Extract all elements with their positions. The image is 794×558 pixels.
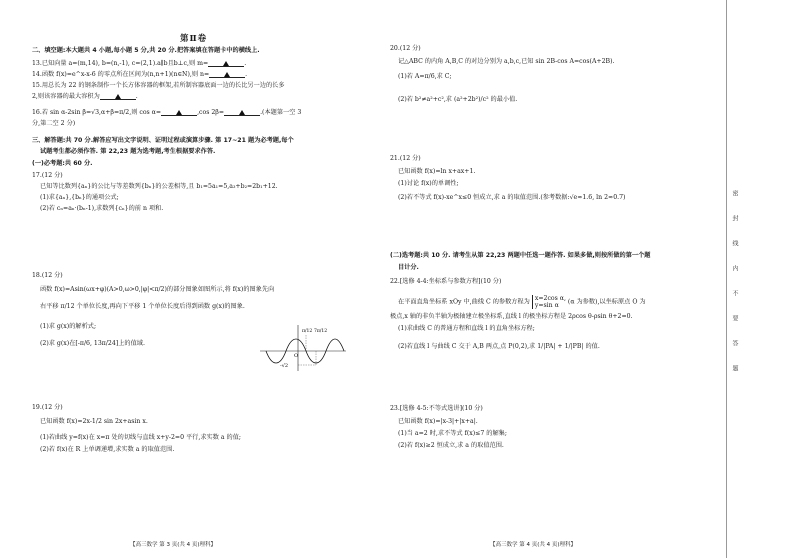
question-19-stem: 已知函数 f(x)=2x-1/2 sin 2x+asin x. — [40, 418, 148, 425]
binding-char: 要 — [731, 315, 738, 321]
left-footer: 【高三数学 第 3 页(共 4 页)理科】 — [130, 542, 217, 548]
question-23-part-1: (1)当 a=2 时,求不等式 f(x)≤7 的解集; — [398, 430, 507, 437]
question-20-head: 20.(12 分) — [390, 45, 421, 52]
section-2-heading: 二、填空题:本大题共 4 小题,每小题 5 分,共 20 分.把答案填在答题卡中的横线上. — [32, 47, 260, 54]
question-17-part-1: (1)求{aₙ},{bₙ}的通项公式; — [40, 194, 119, 201]
question-16-line-2: 分,第二空 2 分) — [32, 120, 76, 127]
question-18-stem-2: 右平移 π/12 个单位长度,再向下平移 1 个单位长度后得到函数 g(x)的图象. — [40, 303, 245, 310]
min-value-label: -√2 — [280, 363, 289, 369]
question-17-head: 17.(12 分) — [32, 172, 63, 179]
question-14: 14.函数 f(x)=e^x-x-6 的零点所在区间为(n,n+1)(n∈N),则 n= . — [32, 71, 248, 78]
section-3-heading-1: 三、解答题:共 70 分.解答应写出文字说明、证明过程或演算步骤. 第 17~21 题为必考题,每个 — [32, 137, 294, 144]
triangle-icon — [115, 94, 121, 99]
binding-char: 题 — [731, 365, 738, 371]
question-23-stem: 已知函数 f(x)=|x-3|+|x+a|. — [398, 418, 478, 425]
question-15-line-2: 2,则该容器的最大容积为 . — [32, 93, 138, 100]
question-20-part-1: (1)若 A=π/6,求 C; — [398, 73, 452, 80]
binding-char: 内 — [731, 265, 738, 271]
question-19-part-1: (1)若曲线 y=f(x)在 x=π 处的切线与直线 x+y-2=0 平行,求实数 a 的值; — [40, 434, 241, 441]
binding-char: 线 — [731, 240, 738, 246]
question-21-head: 21.(12 分) — [390, 155, 421, 162]
optional-heading-1: (二)选考题:共 10 分. 请考生从第 22,23 两题中任选一题作答. 如果多做,则按所做的第一个题 — [390, 252, 651, 259]
question-21-part-1: (1)讨论 f(x)的单调性; — [398, 180, 459, 187]
binding-char: 密 — [731, 190, 738, 196]
binding-line — [726, 0, 727, 558]
triangle-icon — [223, 61, 229, 66]
question-22-stem-1: 在平面直角坐标系 xOy 中,曲线 C 的参数方程为 x=2cos α, y=sin α (α 为参数),以坐标原点 O 为 — [398, 295, 646, 309]
binding-char: 不 — [731, 290, 738, 296]
tick-label: π/12 — [302, 329, 313, 334]
question-22-part-1: (1)求曲线 C 的普通方程和直线 l 的直角坐标方程; — [398, 325, 535, 332]
part-title: 第Ⅱ卷 — [180, 34, 208, 44]
binding-char: 答 — [731, 340, 738, 346]
binding-margin — [722, 0, 794, 558]
question-22-stem-2: 极点,x 轴的非负半轴为极轴建立极坐标系,直线 l 的极坐标方程是 2ρcos θ-ρsin θ+2=0. — [390, 313, 633, 320]
question-17-stem: 已知等比数列{aₙ}的公比与等差数列{bₙ}的公差相等,且 b₁=5a₁=5,a₃+b₂=2b₁+12. — [40, 183, 278, 190]
question-18-part-2: (2)求 g(x)在[-π/6, 13π/24]上的值域. — [40, 340, 145, 347]
question-23-part-2: (2)若 f(x)≥2 恒成立,求 a 的取值范围. — [398, 442, 504, 449]
required-heading: (一)必考题:共 60 分. — [32, 160, 93, 167]
question-20-stem: 记△ABC 的内角 A,B,C 的对边分别为 a,b,c,已知 sin 2B-cos A=cos(A+2B). — [398, 58, 615, 65]
question-18-part-1: (1)求 g(x)的解析式; — [40, 323, 97, 330]
question-19-part-2: (2)若 f(x)在 R 上单调递增,求实数 a 的取值范围. — [40, 446, 175, 453]
question-21-stem: 已知函数 f(x)=ln x+ax+1. — [398, 168, 476, 175]
origin-label: O — [294, 353, 299, 359]
question-23-head: 23.[选修 4-5:不等式选讲](10 分) — [390, 405, 483, 412]
sine-graph-figure — [258, 323, 348, 373]
triangle-icon — [239, 110, 245, 115]
question-20-part-2: (2)若 b²≠a²+c²,求 (a²+2b²)/c² 的最小值. — [398, 96, 518, 103]
question-16-line-1: 16.若 sin α-2sin β=√3,α+β=π/2,则 cos α= ,cos 2β= .(本题第一空 3 — [32, 109, 302, 116]
question-19-head: 19.(12 分) — [32, 404, 63, 411]
tick-label: 7π/12 — [314, 329, 328, 334]
triangle-icon — [176, 110, 182, 115]
right-footer: 【高三数学 第 4 页(共 4 页)理科】 — [490, 542, 577, 548]
question-13: 13.已知向量 a=(m,14), b=(n,-1), c=(2,1).a∥b且b⊥c,则 m= . — [32, 60, 247, 67]
triangle-icon — [224, 72, 230, 77]
question-18-stem-1: 函数 f(x)=Asin(ωx+φ)(A>0,ω>0,|φ|<π/2)的部分图象如图所示,将 f(x)的图象先向 — [40, 286, 275, 293]
section-3-heading-2: 试题考生都必须作答. 第 22,23 题为选考题,考生根据要求作答. — [40, 148, 216, 155]
question-15-line-1: 15.用总长为 22 的钢条制作一个长方体容器的框架,若所制容器底面一边的长比另一边的长多 — [32, 82, 285, 89]
question-18-head: 18.(12 分) — [32, 272, 63, 279]
question-17-part-2: (2)若 cₙ=aₙ·(bₙ-1),求数列{cₙ}的前 n 项和. — [40, 205, 164, 212]
question-22-head: 22.[选修 4-4:坐标系与参数方程](10 分) — [390, 278, 502, 285]
question-21-part-2: (2)若不等式 f(x)-xe^x≤0 恒成立,求 a 的取值范围.(参考数据:√e≈1.6, ln 2≈0.7) — [398, 194, 626, 201]
parametric-system: x=2cos α, y=sin α — [532, 295, 566, 309]
optional-heading-2: 目计分. — [398, 264, 419, 271]
question-22-part-2: (2)若直线 l 与曲线 C 交于 A,B 两点,点 P(0,2),求 1/|PA| + 1/|PB| 的值. — [398, 343, 600, 350]
binding-char: 封 — [731, 215, 738, 221]
